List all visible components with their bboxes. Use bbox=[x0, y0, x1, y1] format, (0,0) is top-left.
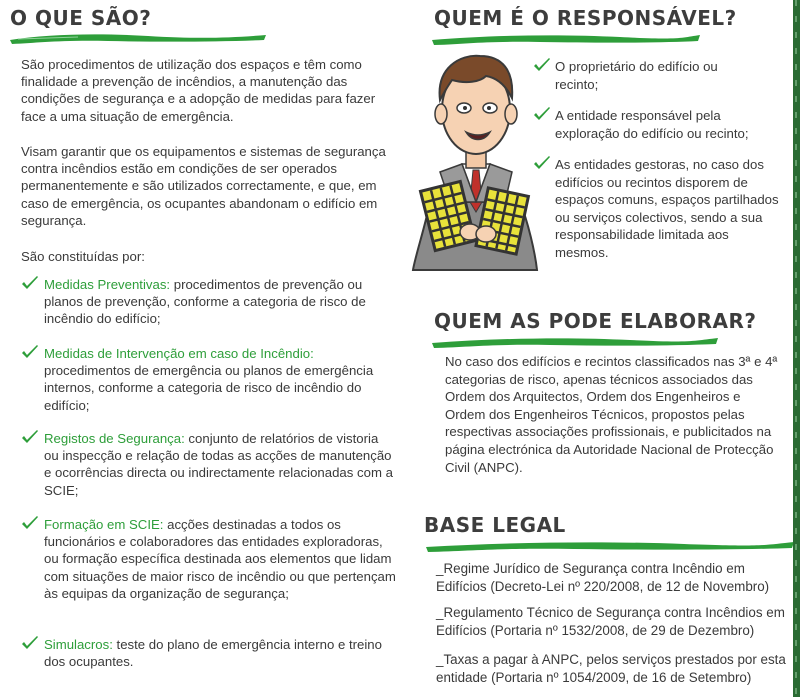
brush-stroke bbox=[8, 30, 268, 46]
paragraph-who-can-elaborate: No caso dos edifícios e recintos classificados nas 3ª e 4ª categorias de risco, apenas técnicos associados das Ordem dos Arquitectos, Ordem dos Engenheiros e Ordem dos Engenheiros Técnicos, propostos pelas respectivas associações profissionais, e publicitados na página electrónica da Autoridade Nacional de Protecção Civil (ANPC). bbox=[445, 354, 778, 475]
list-item-drills bbox=[44, 636, 396, 670]
responsible-item-entity: A entidade responsável pela exploração do edifício ou recinto; bbox=[555, 108, 749, 141]
paragraph-what: São procedimentos de utilização dos espaços e têm como finalidade a prevenção de incêndios, a manutenção das condições de segurança e a adopção de medidas para fazer face a uma situação de emergência. bbox=[21, 57, 376, 124]
list-item-training bbox=[44, 516, 396, 602]
brush-stroke bbox=[430, 31, 702, 47]
check-icon bbox=[21, 430, 39, 446]
decorative-border bbox=[793, 0, 800, 697]
legal-item-regime: _Regime Jurídico de Segurança contra Incêndio em Edifícios (Decreto-Lei nº 220/2008, de 12 de Novembro) bbox=[436, 561, 770, 594]
legal-item-taxas: _Taxas a pagar à ANPC, pelos serviços prestados por esta entidade (Portaria nº 1054/2009, de 16 de Setembro) bbox=[436, 652, 786, 685]
paragraph-constituted: São constituídas por: bbox=[21, 249, 145, 264]
responsible-item-managers: As entidades gestoras, no caso dos edifícios ou recintos disporem de espaços comuns, espaços partilhados ou serviços colectivos, sendo a sua responsabilidade limitada aos mesmos. bbox=[555, 157, 779, 260]
term-description: procedimentos de emergência ou planos de emergência internos, conforme a categoria de risco de incêndio do edifício; bbox=[44, 363, 374, 413]
legal-item-regulamento: _Regulamento Técnico de Segurança contra Incêndios em Edifícios (Portaria nº 1532/2008, de 29 de Dezembro) bbox=[436, 605, 785, 638]
term-description: teste do plano de emergência interno e treino dos ocupantes. bbox=[44, 637, 382, 670]
heading-responsavel: QUEM É O RESPONSÁVEL? bbox=[434, 6, 737, 30]
list-item-preventive bbox=[44, 276, 396, 328]
check-icon bbox=[533, 107, 551, 123]
list-item-registers bbox=[44, 430, 396, 499]
heading-o-que-sao: O QUE SÃO? bbox=[10, 6, 152, 30]
term-label: Medidas Preventivas: bbox=[44, 277, 171, 292]
term-label: Simulacros: bbox=[44, 637, 113, 652]
term-label: Registos de Segurança: bbox=[44, 431, 185, 446]
term-description: acções destinadas a todos os funcionários e colaboradores das entidades exploradoras, ou formação específica destinada aos elementos que lidam com situações de maior risco de incêndio ou que pertençam às equipas da organização de segurança; bbox=[44, 517, 396, 601]
heading-elaborar: QUEM AS PODE ELABORAR? bbox=[434, 309, 757, 333]
term-label: Formação em SCIE: bbox=[44, 517, 164, 532]
check-icon bbox=[21, 516, 39, 532]
term-description: procedimentos de prevenção ou planos de prevenção, conforme a categoria de risco de incêndio do edifício; bbox=[44, 277, 366, 327]
term-label: Medidas de Intervenção em caso de Incêndio: bbox=[44, 346, 314, 361]
man-holding-plans-illustration bbox=[410, 52, 540, 272]
paragraph-aim: Visam garantir que os equipamentos e sistemas de segurança contra incêndios estão em condições de ser operados permanentemente e são utilizados correctamente, e que, em caso de emergência, os ocupantes abandonam o edifício em segurança. bbox=[21, 144, 386, 228]
brush-stroke bbox=[424, 538, 796, 554]
check-icon bbox=[21, 345, 39, 361]
check-icon bbox=[533, 58, 551, 74]
check-icon bbox=[21, 636, 39, 652]
check-icon bbox=[533, 156, 551, 172]
responsible-item-owner: O proprietário do edifício ou recinto; bbox=[555, 59, 718, 92]
heading-base-legal: BASE LEGAL bbox=[424, 513, 566, 537]
list-item-intervention bbox=[44, 345, 396, 414]
check-icon bbox=[21, 276, 39, 292]
brush-stroke bbox=[430, 334, 720, 350]
term-description: conjunto de relatórios de vistoria ou inspecção e relação de todas as acções de manutenção e ocorrências directa ou indirectamente relacionadas com a SCIE; bbox=[44, 431, 393, 498]
